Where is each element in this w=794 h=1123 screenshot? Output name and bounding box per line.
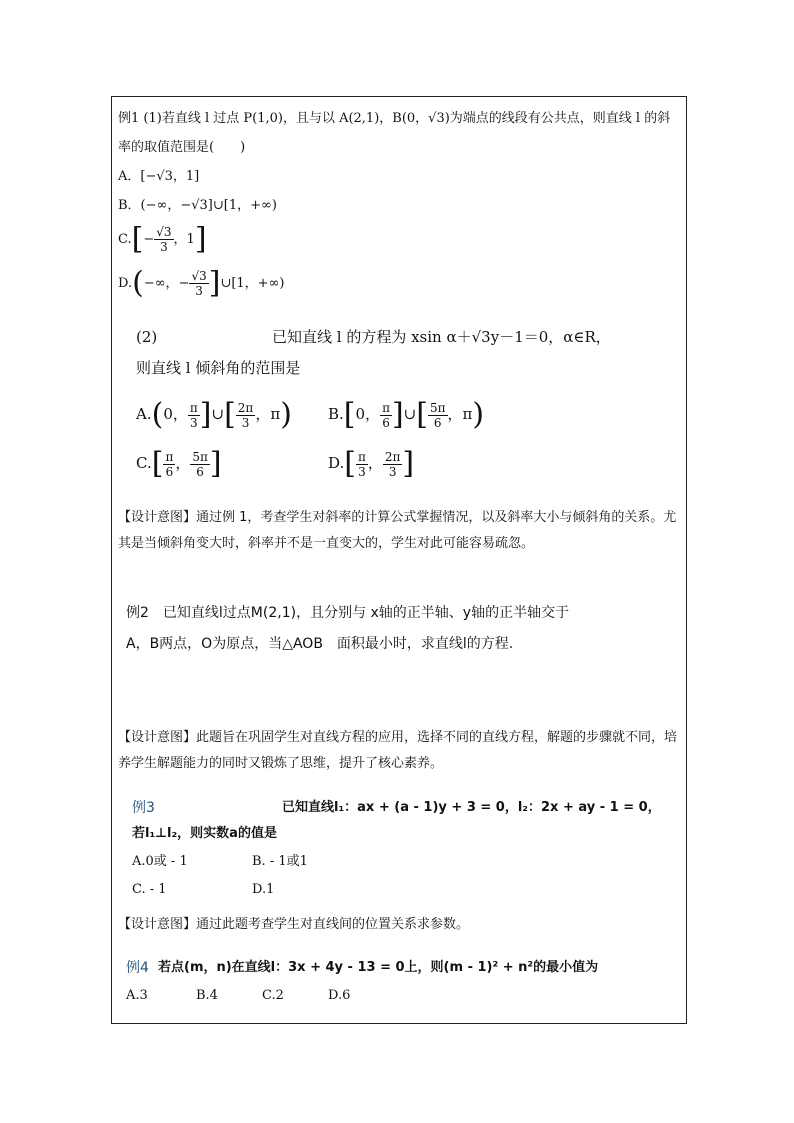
ex1-option-d: D.(−∞，− $\frac{√3}{3}$ ]∪[1，+∞): [118, 265, 285, 301]
ex3-option-d: D.1: [252, 882, 275, 897]
frac-denominator: 3: [160, 240, 168, 254]
ex4-option-d: D.6: [328, 988, 351, 1003]
ex3-question-line1: 已知直线l₁：ax + (a - 1)y + 3 = 0，l₂：2x + ay - 1 = 0，: [282, 800, 661, 815]
ex1-question-line2: 率的取值范围是( ): [118, 140, 246, 155]
frac-numerator: 2π: [237, 400, 254, 415]
frac-denominator: 6: [382, 415, 390, 430]
frac-denominator: 6: [433, 415, 442, 430]
frac-denominator: 6: [196, 464, 204, 479]
frac-numerator: √3: [156, 225, 172, 239]
ex1-option-b: B．(−∞，−√3]∪[1，+∞): [118, 198, 277, 213]
interval-end: π: [462, 405, 473, 423]
ex4-option-c: C.2: [262, 988, 284, 1003]
ex2-question-line1: 例2 已知直线l过点M(2,1)，且分别与 x轴的正半轴、y轴的正半轴交于: [126, 605, 570, 621]
frac-denominator: 6: [165, 464, 174, 479]
option-label: D.: [328, 454, 345, 472]
ex3-label: 例3: [132, 800, 155, 816]
ex4-option-a: A.3: [126, 988, 148, 1003]
union-symbol: ∪: [211, 405, 225, 423]
ex2-design-intent: 【设计意图】此题旨在巩固学生对直线方程的应用，选择不同的直线方程，解题的步骤就不同，培养学生解题能力的同时又锻炼了思维，提升了核心素养。: [118, 730, 678, 771]
option-c-tail: ，1: [173, 232, 195, 247]
frac-numerator: π: [357, 449, 366, 464]
frac-numerator: 5π: [429, 400, 446, 415]
option-d-head: −∞，−: [143, 276, 190, 291]
frac-numerator: π: [189, 400, 198, 415]
frac-denominator: 3: [195, 284, 203, 298]
option-d-label: D.: [118, 276, 133, 291]
ex1-question-line1: 例1 (1)若直线 l 过点 P(1,0)，且与以 A(2,1)，B(0，√3)为端点的线段有公共点，则直线 l 的斜: [118, 111, 671, 126]
ex1-part2-text: 已知直线 l 的方程为 xsin α＋√3y－1＝0，α∈R，: [272, 328, 611, 346]
ex3-design-intent: 【设计意图】通过此题考查学生对直线间的位置关系求参数。: [118, 917, 470, 932]
frac-denominator: 3: [241, 415, 250, 430]
option-label: C.: [136, 454, 152, 472]
ex4-question: 若点(m，n)在直线l：3x + 4y - 13 = 0上，则(m - 1)² + n²的最小值为: [158, 960, 599, 975]
frac-denominator: 3: [358, 464, 366, 479]
frac-numerator: π: [165, 449, 174, 464]
ex1-option-c: C.[− $\frac{√3}{3}$ ，1]: [118, 221, 207, 257]
ex1-option-a: A．[−√3，1]: [118, 169, 200, 184]
comma: ，: [175, 454, 191, 472]
ex1-part2-option-d: D.[ $\frac{\pi}{3}$ ， $\frac{2\pi}{3}$ ]: [328, 446, 415, 481]
option-d-tail: ∪[1，+∞): [220, 276, 285, 291]
ex3-question-line2: 若l₁⊥l₂，则实数a的值是: [132, 826, 277, 841]
ex3-option-b: B. - 1或1: [252, 854, 308, 869]
comma: ，: [367, 454, 383, 472]
option-label: B.: [328, 405, 344, 423]
option-label: A.: [136, 405, 152, 423]
frac-numerator: √3: [191, 269, 207, 283]
ex1-part2-line2: 则直线 l 倾斜角的范围是: [136, 359, 301, 377]
ex1-part2-option-b: B.[0， $\frac{\pi}{6}$ ]∪[ $\frac{5\pi}{6}$ ，π): [328, 397, 485, 432]
ex1-part2-option-a: A.(0， $\frac{\pi}{3}$ ]∪[ $\frac{2\pi}{3}$ ，π): [136, 397, 292, 432]
ex4-label: 例4: [126, 960, 149, 976]
frac-numerator: 5π: [192, 449, 208, 464]
frac-denominator: 3: [190, 415, 198, 430]
frac-numerator: π: [382, 400, 390, 415]
comma: ，: [255, 405, 271, 423]
ex3-option-a: A.0或 - 1: [132, 854, 188, 869]
ex1-part2-option-c: C.[ $\frac{\pi}{6}$ ， $\frac{5\pi}{6}$ ]: [136, 446, 222, 481]
ex4-option-b: B.4: [196, 988, 218, 1003]
ex3-option-c: C. - 1: [132, 882, 167, 897]
frac-denominator: 3: [388, 464, 397, 479]
ex1-part2-number: (2): [136, 328, 158, 346]
union-symbol: ∪: [403, 405, 417, 423]
ex1-design-intent: 【设计意图】通过例 1，考查学生对斜率的计算公式掌握情况，以及斜率大小与倾斜角的关系。尤其是当倾斜角变大时，斜率并不是一直变大的，学生对此可能容易疏忽。: [118, 510, 677, 551]
option-c-label: C.: [118, 232, 132, 247]
ex2-question-line2: A，B两点，O为原点，当△AOB 面积最小时，求直线l的方程.: [126, 636, 514, 652]
interval-start: 0，: [163, 405, 188, 423]
interval-start: 0，: [355, 405, 381, 423]
frac-numerator: 2π: [384, 449, 401, 464]
comma: ，: [447, 405, 463, 423]
interval-end: π: [270, 405, 281, 423]
